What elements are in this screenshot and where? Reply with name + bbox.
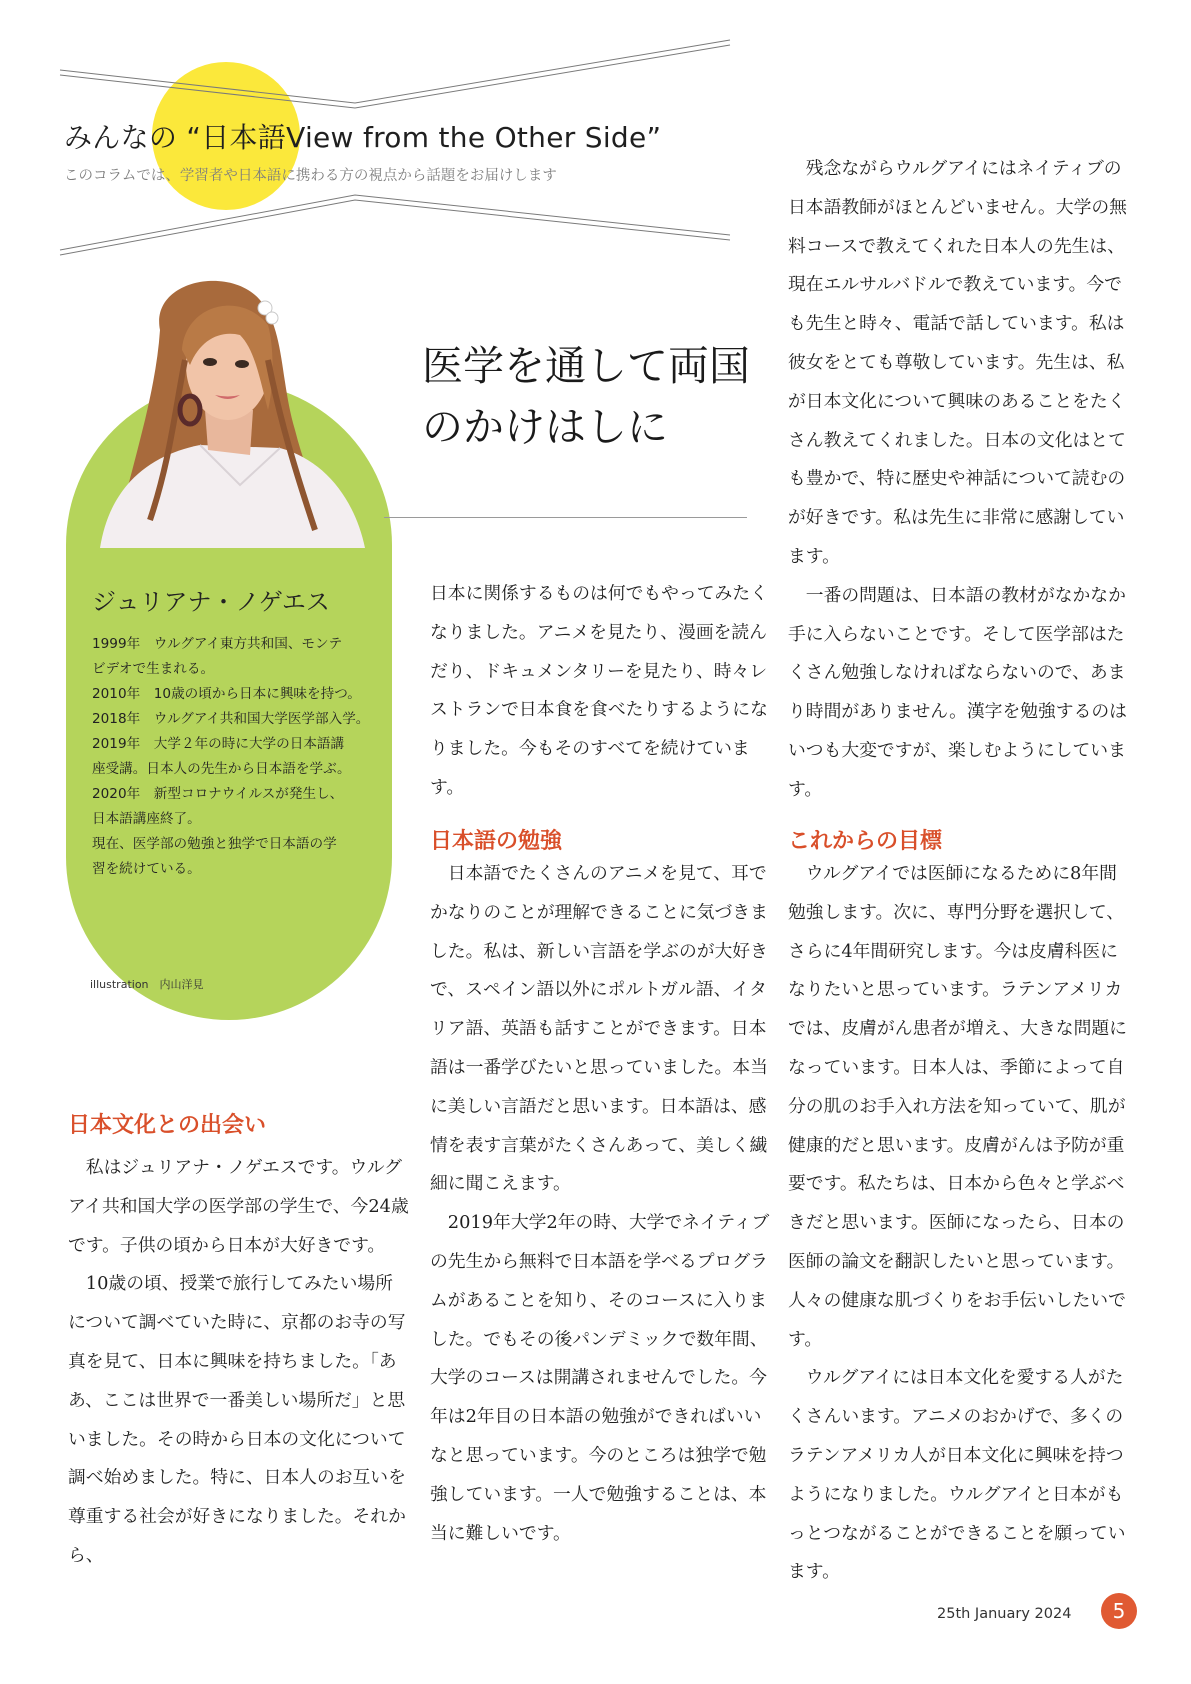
- top-zigzag-line-1: [60, 40, 730, 103]
- section-heading-goal: これからの目標: [788, 829, 943, 854]
- illustration-credit: illustration 内山洋見: [90, 978, 204, 991]
- top-zigzag-line-2: [60, 45, 730, 108]
- issue-date: 25th January 2024: [937, 1606, 1072, 1622]
- bottom-zigzag-line-2: [60, 200, 730, 255]
- paragraph: 日本に関係するものは何でもやってみたくなりました。アニメを見たり、漫画を読んだり、ドキュメンタリーを見たり、時々レストランで日本食を食べたりするようになりました。今もそのすべてを続けています。: [430, 583, 768, 798]
- paragraph: 2019年大学2年の時、大学でネイティブの先生から無料で日本語を学べるプログラムがあることを知り、そのコースに入りました。でもその後パンデミックで数年間、大学のコースは開講されませんでした。今年は2年目の日本語の勉強ができればいいなと思っています。今のところは独学で勉強しています。一人で勉強することは、本当に難しいです。: [430, 1212, 770, 1544]
- bio-line: 習を続けている。: [92, 861, 201, 877]
- profile-bio: [92, 632, 392, 882]
- paragraph: ウルグアイには日本文化を愛する人がたくさんいます。アニメのおかげで、多くのラテンアメリカ人が日本文化に興味を持つようになりました。ウルグアイと日本がもっとつながることができることを願っています。: [788, 1367, 1126, 1583]
- bio-line: 日本語講座終了。: [92, 811, 201, 827]
- bio-line: 現在、医学部の勉強と独学で日本語の学: [92, 836, 337, 852]
- paragraph: 私はジュリアナ・ノゲエスです。ウルグアイ共和国大学の医学部の学生で、今24歳です。子供の頃から日本が大好きです。: [68, 1157, 409, 1256]
- paragraph: 10歳の頃、授業で旅行してみたい場所について調べていた時に、京都のお寺の写真を見て、日本に興味を持ちました。「ああ、ここは世界で一番美しい場所だ」と思いました。その時から日本の文化について調べ始めました。特に、日本人のお互いを尊重する社会が好きになりました。それから、: [68, 1273, 406, 1566]
- culture-body: [68, 1149, 410, 1576]
- page-number-badge: 5: [1101, 1593, 1137, 1629]
- section-heading-culture: 日本文化との出会い: [68, 1113, 267, 1138]
- study-body: [430, 855, 772, 1553]
- bottom-zigzag-line-1: [60, 195, 730, 250]
- headline-line-2: のかけはしに: [422, 403, 668, 451]
- culture-body-continued: [430, 575, 772, 808]
- paragraph: 日本語でたくさんのアニメを見て、耳でかなりのことが理解できることに気づきました。私は、新しい言語を学ぶのが大好きで、スペイン語以外にポルトガル語、イタリア語、英語も話すことができます。日本語は一番学びたいと思っていました。本当に美しい言語だと思います。日本語は、感情を表す言葉がたくさんあって、美しく繊細に聞こえます。: [430, 863, 768, 1195]
- bio-line: 2019年 大学２年の時に大学の日本語講: [92, 736, 345, 752]
- bio-line: 2020年 新型コロナウイルスが発生し、: [92, 786, 344, 802]
- goal-body: [788, 855, 1130, 1592]
- headline-divider: [384, 517, 747, 518]
- profile-name: ジュリアナ・ノゲエス: [92, 588, 330, 616]
- article-headline: [422, 336, 752, 458]
- paragraph: 一番の問題は、日本語の教材がなかなか手に入らないことです。そして医学部はたくさん勉強しなければならないので、あまり時間がありません。漢字を勉強するのはいつも大変ですが、楽しむようにしています。: [788, 584, 1127, 800]
- section-heading-study: 日本語の勉強: [430, 829, 563, 854]
- bio-line: 座受講。日本人の先生から日本語を学ぶ。: [92, 761, 351, 777]
- study-body-continued: [788, 150, 1130, 810]
- bio-line: 2018年 ウルグアイ共和国大学医学部入学。: [92, 711, 370, 727]
- series-title: みんなの “日本語View from the Other Side”: [64, 121, 662, 154]
- series-subtitle: このコラムでは、学習者や日本語に携わる方の視点から話題をお届けします: [64, 168, 557, 184]
- portrait-illustration: [90, 270, 380, 548]
- paragraph: ウルグアイでは医師になるために8年間勉強します。次に、専門分野を選択して、さらに4年間研究します。今は皮膚科医になりたいと思っています。ラテンアメリカでは、皮膚がん患者が増え、大きな問題になっています。日本人は、季節によって自分の肌のお手入れ方法を知っていて、肌が健康的だと思います。皮膚がんは予防が重要です。私たちは、日本から色々と学ぶべきだと思います。医師になったら、日本の医師の論文を翻訳したいと思っています。人々の健康な肌づくりをお手伝いしたいです。: [788, 863, 1127, 1350]
- bio-line: ビデオで生まれる。: [92, 661, 215, 677]
- bio-line: 2010年 10歳の頃から日本に興味を持つ。: [92, 686, 361, 702]
- bio-line: 1999年 ウルグアイ東方共和国、モンテ: [92, 636, 343, 652]
- paragraph: 残念ながらウルグアイにはネイティブの日本語教師がほとんどいません。大学の無料コースで教えてくれた日本人の先生は、現在エルサルバドルで教えています。今でも先生と時々、電話で話しています。私は彼女をとても尊敬しています。先生は、私が日本文化について興味のあることをたくさん教えてくれました。日本の文化はとても豊かで、特に歴史や神話について読むのが好きです。私は先生に非常に感謝しています。: [788, 158, 1127, 567]
- headline-line-1: 医学を通して両国: [422, 342, 750, 390]
